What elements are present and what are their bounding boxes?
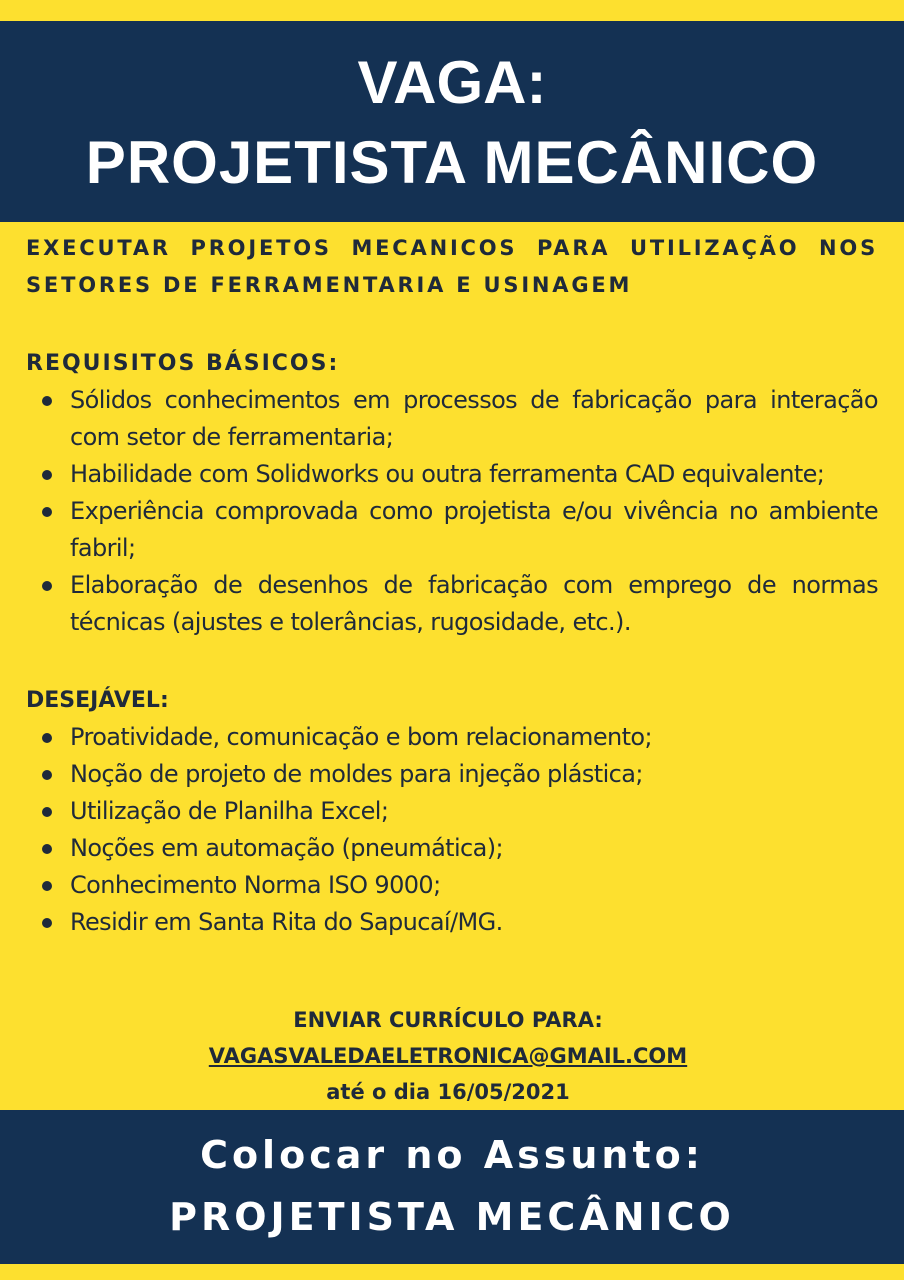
send-resume-label: ENVIAR CURRÍCULO PARA: bbox=[293, 1008, 603, 1032]
bullet-icon bbox=[42, 733, 52, 743]
list-item-text: Proatividade, comunicação e bom relacionamento; bbox=[70, 723, 652, 751]
header-title-vaga: VAGA: bbox=[357, 49, 547, 116]
list-item-text: Noções em automação (pneumática); bbox=[70, 834, 504, 862]
bullet-icon bbox=[42, 396, 52, 406]
list-item-text: Habilidade com Solidworks ou outra ferramenta CAD equivalente; bbox=[70, 460, 825, 488]
list-item-text: Elaboração de desenhos de fabricação com emprego de normas técnicas (ajustes e tolerâncias, rugosidade, etc.). bbox=[70, 571, 878, 636]
subject-position: PROJETISTA MECÂNICO bbox=[169, 1195, 735, 1239]
main-content bbox=[26, 230, 878, 941]
call-to-action bbox=[0, 1002, 896, 1110]
desirable-list bbox=[26, 719, 878, 941]
bullet-icon bbox=[42, 470, 52, 480]
list-item-text: Residir em Santa Rita do Sapucaí/MG. bbox=[70, 908, 503, 936]
email-link[interactable]: VAGASVALEDAELETRONICA@GMAIL.COM bbox=[208, 1044, 688, 1068]
list-item-text: Conhecimento Norma ISO 9000; bbox=[70, 871, 441, 899]
list-item bbox=[26, 382, 878, 456]
bullet-icon bbox=[42, 581, 52, 591]
list-item bbox=[26, 904, 878, 941]
desirable-title: DESEJÁVEL: bbox=[26, 688, 169, 713]
footer-banner bbox=[0, 1110, 904, 1264]
bullet-icon bbox=[42, 770, 52, 780]
requirements-title: REQUISITOS BÁSICOS: bbox=[26, 351, 340, 376]
job-description: EXECUTAR PROJETOS MECANICOS PARA UTILIZAÇÃO NOS SETORES DE FERRAMENTARIA E USINAGEM bbox=[26, 236, 878, 297]
bullet-icon bbox=[42, 844, 52, 854]
list-item-text: Sólidos conhecimentos em processos de fabricação para interação com setor de ferramentaria; bbox=[70, 386, 878, 451]
list-item-text: Experiência comprovada como projetista e/ou vivência no ambiente fabril; bbox=[70, 497, 878, 562]
list-item bbox=[26, 456, 878, 493]
list-item bbox=[26, 493, 878, 567]
list-item bbox=[26, 756, 878, 793]
list-item bbox=[26, 867, 878, 904]
list-item bbox=[26, 793, 878, 830]
bullet-icon bbox=[42, 881, 52, 891]
list-item bbox=[26, 567, 878, 641]
deadline-text: até o dia 16/05/2021 bbox=[326, 1080, 570, 1104]
bullet-icon bbox=[42, 507, 52, 517]
bullet-icon bbox=[42, 807, 52, 817]
list-item-text: Noção de projeto de moldes para injeção plástica; bbox=[70, 760, 643, 788]
header-banner bbox=[0, 21, 904, 222]
list-item-text: Utilização de Planilha Excel; bbox=[70, 797, 389, 825]
requirements-list bbox=[26, 382, 878, 641]
subject-instruction: Colocar no Assunto: bbox=[200, 1133, 704, 1177]
list-item bbox=[26, 830, 878, 867]
header-title-position: PROJETISTA MECÂNICO bbox=[85, 129, 819, 196]
list-item bbox=[26, 719, 878, 756]
bullet-icon bbox=[42, 918, 52, 928]
